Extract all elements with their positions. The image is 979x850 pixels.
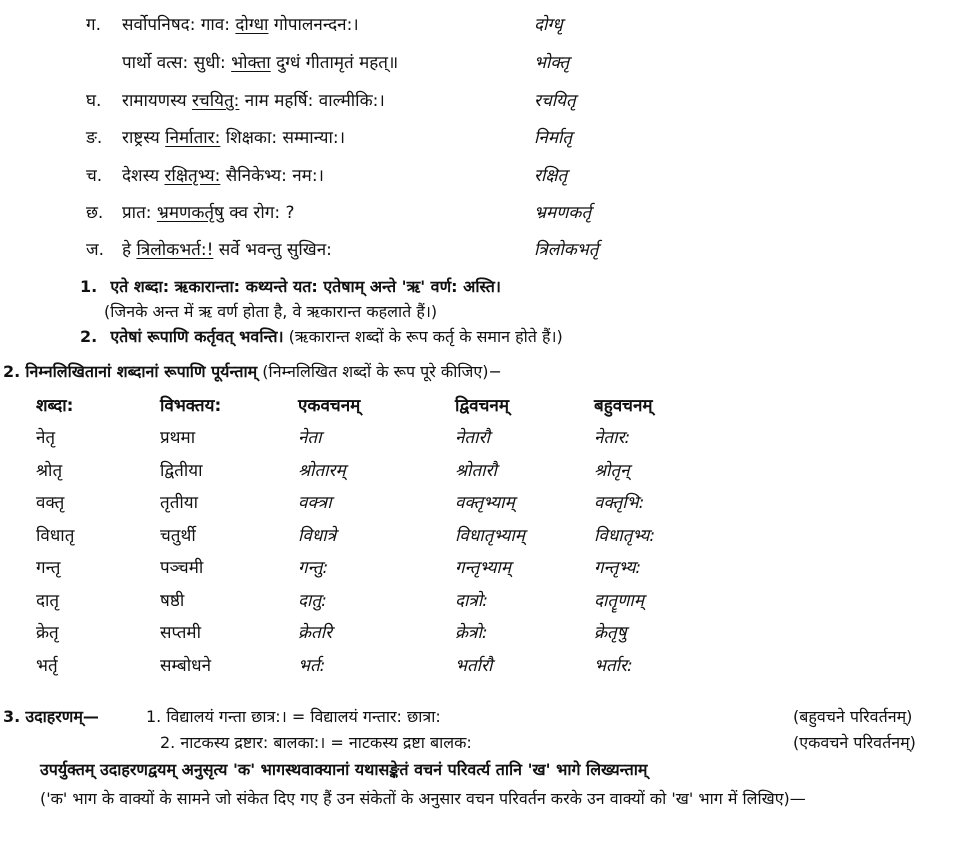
example-answer: त्रिलोकभर्तृ [534, 240, 599, 260]
table-cell-word: वक्तृ [36, 493, 65, 513]
table-cell-form: दातु: [298, 590, 327, 611]
underlined-word: निर्मातार: [165, 128, 221, 148]
table-cell-form: वक्तृभ्याम् [455, 493, 515, 513]
example-label: च. [86, 166, 103, 186]
example-answer: दोग्धृ [534, 15, 563, 35]
example-answer: रचयितृ [534, 91, 576, 111]
column-header: विभक्तय: [160, 396, 222, 416]
table-cell-form: गन्तृभ्य: [594, 558, 642, 578]
table-cell-form: वक्त्रा [298, 493, 332, 513]
table-cell-form: नेतारौ [455, 428, 490, 448]
table-cell-form: विधातृभ्याम् [455, 525, 525, 546]
table-cell-form: दात्रो: [455, 590, 488, 611]
rule-note-2: 2. एतेषां रूपाणि कर्तृवत् भवन्ति। (ऋकारान्त शब्दों के रूप कर्तृ के समान होते हैं।) [80, 327, 563, 346]
table-cell-word: दातृ [36, 590, 60, 611]
column-header: शब्दा: [36, 396, 74, 416]
table-cell-word: क्रेतृ [36, 623, 59, 643]
example-label: ग. [86, 15, 101, 35]
table-cell-word: गन्तृ [36, 558, 61, 578]
column-header: बहुवचनम् [594, 396, 653, 416]
question-2-title: 2. निम्नलिखितानां शब्दानां रूपाणि पूर्यन्ताम् (निम्नलिखित शब्दों के रूप पूरे कीजिए)− [3, 362, 502, 381]
table-cell-form: श्रोतारौ [455, 460, 497, 481]
q3-example-2: 2. नाटकस्य द्रष्टार: बालका:। = नाटकस्य द्रष्टा बालक: [160, 733, 472, 752]
table-cell-form: विधात्रे [298, 525, 337, 546]
table-cell-word: विधातृ [36, 525, 75, 546]
table-cell-case: प्रथमा [160, 428, 196, 448]
table-cell-word: नेतृ [36, 428, 56, 448]
underlined-word: रचयितु: [191, 91, 240, 111]
table-cell-form: नेतार: [594, 428, 631, 448]
example-label: छ. [86, 203, 104, 223]
underlined-word: भ्रमणकर्तृषु [156, 203, 224, 223]
table-cell-form: भर्तारौ [455, 655, 493, 676]
example-sentence: पार्थो वत्स: सुधी: भोक्ता दुग्धं गीतामृतं महत्॥ [122, 53, 399, 73]
underlined-word: रक्षितृभ्य: [164, 166, 221, 186]
example-sentence: सर्वोपनिषद: गाव: दोग्धा गोपालनन्दन:। [122, 15, 359, 35]
example-sentence: प्रात: भ्रमणकर्तृषु क्व रोग: ? [122, 203, 295, 223]
table-cell-form: गन्तु: [298, 558, 329, 578]
underlined-word: दोग्धा [235, 15, 269, 35]
q3-instruction: उपर्युक्तम् उदाहरणद्वयम् अनुसृत्य 'क' भागस्थवाक्यानां यथासङ्केतं वचनं परिवर्त्य तानि 'ख' भागे लिख्यन्ताम् [40, 760, 648, 779]
example-answer: भ्रमणकर्तृ [534, 203, 592, 223]
table-cell-form: वक्तृभि: [594, 493, 645, 513]
table-cell-word: भर्तृ [36, 655, 58, 676]
example-label: ङ. [86, 128, 103, 148]
table-cell-form: क्रेतरि [298, 623, 333, 643]
table-cell-case: षष्ठी [160, 590, 185, 611]
rule-note-1-hindi: (जिनके अन्त में ऋ वर्ण होता है, वे ऋकारान्त कहलाते हैं।) [104, 302, 438, 321]
table-cell-case: सम्बोधने [160, 655, 212, 676]
example-answer: निर्मातृ [534, 128, 573, 148]
column-header: एकवचनम् [298, 396, 361, 416]
table-cell-word: श्रोतृ [36, 460, 63, 481]
table-cell-form: विधातृभ्य: [594, 525, 656, 546]
table-cell-form: भर्त: [298, 655, 326, 676]
table-cell-form: श्रोतृन् [594, 460, 630, 481]
table-cell-form: क्रेत्रो: [455, 623, 488, 643]
example-sentence: हे त्रिलोकभर्त:! सर्वे भवन्तु सुखिन: [122, 240, 332, 260]
underlined-word: त्रिलोकभर्त:! [136, 240, 214, 260]
example-label: ज. [86, 240, 105, 260]
table-cell-case: सप्तमी [160, 623, 201, 643]
table-cell-case: द्वितीया [160, 460, 203, 481]
table-cell-form: नेता [298, 428, 322, 448]
underlined-word: भोक्ता [231, 53, 271, 73]
table-cell-form: दातॄणाम् [594, 590, 644, 611]
table-cell-case: चतुर्थी [160, 525, 196, 546]
table-cell-form: क्रेतृषु [594, 623, 627, 643]
table-cell-form: गन्तृभ्याम् [455, 558, 511, 578]
q3-instruction-hindi: ('क' भाग के वाक्यों के सामने जो संकेत दिए गए हैं उन संकेतों के अनुसार वचन परिवर्तन करके उन वाक्यों को 'ख' भाग में लिखिए)— [40, 789, 806, 808]
q3-example-1: 1. विद्यालयं गन्ता छात्र:। = विद्यालयं गन्तार: छात्रा: [146, 707, 441, 726]
example-answer: भोक्तृ [534, 53, 570, 73]
column-header: द्विवचनम् [455, 396, 510, 416]
example-sentence: देशस्य रक्षितृभ्य: सैनिकेभ्य: नम:। [122, 166, 324, 186]
question-3-label: 3. उदाहरणम्— [3, 707, 99, 726]
example-sentence: राष्ट्रस्य निर्मातार: शिक्षका: सम्मान्या:। [122, 128, 346, 148]
example-label: घ. [86, 91, 102, 111]
q3-example-1-note: (बहुवचने परिवर्तनम्) [793, 707, 913, 726]
rule-note-1: 1. एते शब्दा: ऋकारान्ता: कथ्यन्ते यत: एतेषाम् अन्ते 'ऋ' वर्ण: अस्ति। [80, 277, 501, 296]
q3-example-2-note: (एकवचने परिवर्तनम्) [793, 733, 916, 752]
table-cell-case: पञ्चमी [160, 558, 204, 578]
table-cell-case: तृतीया [160, 493, 199, 513]
table-cell-form: श्रोतारम् [298, 460, 346, 481]
example-answer: रक्षितृ [534, 166, 568, 186]
table-cell-form: भर्तार: [594, 655, 633, 676]
example-sentence: रामायणस्य रचयितु: नाम महर्षि: वाल्मीकि:। [122, 91, 385, 111]
